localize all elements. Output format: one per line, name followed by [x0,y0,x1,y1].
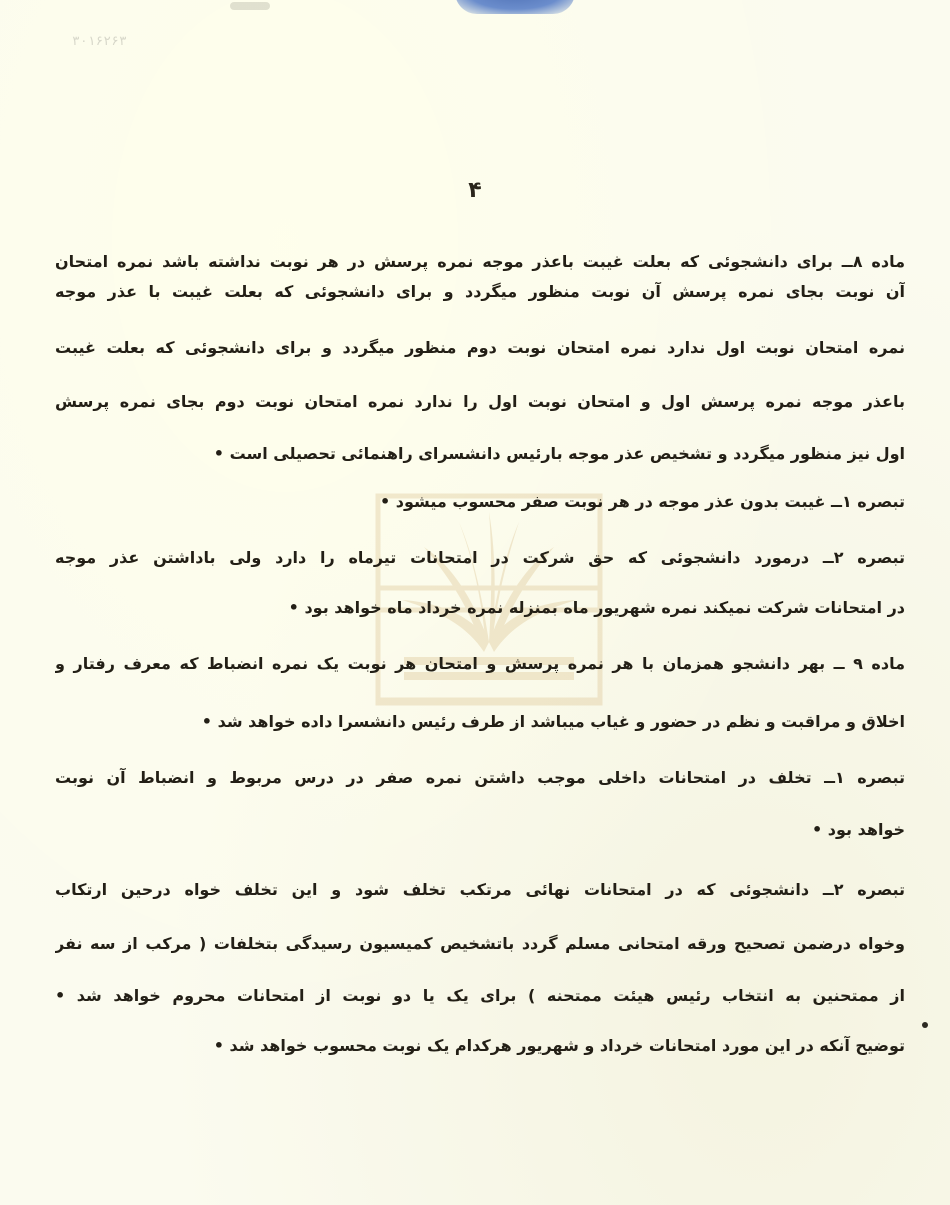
article-8-line-3: نمره امتحان نوبت اول ندارد نمره امتحان نوبت دوم منظور میگردد و برای دانشجوئی که بعلت غیبت [55,338,905,357]
note-2b-line-2: وخواه درضمن تصحیح ورقه امتحانی مسلم گردد باتشخیص کمیسیون رسیدگی بتخلفات ( مرکب از سه نفر [55,934,905,953]
edge-ink-dot [922,1022,928,1028]
page-number: ۴ [468,178,482,203]
article-8-line-2: آن نوبت بجای نمره پرسش آن نوبت منظور میگردد و برای دانشجوئی که بعلت غیبت با عذر موجه [55,282,905,301]
note-2-line-1: تبصره ۲ــ درمورد دانشجوئی که حق شرکت در امتحانات تیرماه را دارد ولی باداشتن عذر موجه [55,548,905,567]
article-9-line-1: ماده ۹ ــ بهر دانشجو همزمان با هر نمره پرسش و امتحان هر نوبت یک نمره انضباط که معرف رفتار و [55,654,905,673]
note-2b-line-1: تبصره ۲ــ دانشجوئی که در امتحانات نهائی مرتکب تخلف شود و این تخلف خواه درحین ارتکاب [55,880,905,899]
ink-smudge-mark [230,2,270,10]
article-8-line-1: ماده ۸ــ برای دانشجوئی که بعلت غیبت باعذر موجه نمره پرسش در هر نوبت نداشته باشد نمره امتحان [55,252,905,271]
archive-number: ۳۰۱۶۲۶۳ [72,34,127,49]
note-2-line-2: در امتحانات شرکت نمیکند نمره شهریور ماه بمنزله نمره خرداد ماه خواهد بود • [288,598,905,617]
article-8-line-4: باعذر موجه نمره پرسش اول و امتحان نوبت اول را ندارد نمره امتحان نوبت دوم بجای نمره پرسش [55,392,905,411]
note-1-line: تبصره ۱ــ غیبت بدون عذر موجه در هر نوبت صفر محسوب میشود • [380,492,905,511]
note-1b-line-1: تبصره ۱ــ تخلف در امتحانات داخلی موجب داشتن نمره صفر در درس مربوط و انضباط آن نوبت [55,768,905,787]
article-9-line-2: اخلاق و مراقبت و نظم در حضور و غیاب میباشد از طرف رئیس دانشسرا داده خواهد شد • [201,712,905,731]
note-1b-line-2: خواهد بود • [812,820,905,839]
explanation-line: توضیح آنکه در این مورد امتحانات خرداد و شهریور هرکدام یک نوبت محسوب خواهد شد • [213,1036,905,1055]
note-2b-line-3: از ممتحنین به انتخاب رئیس هیئت ممتحنه ) برای یک یا دو نوبت از امتحانات محروم خواهد شد • [55,986,905,1005]
article-8-line-5: اول نیز منظور میگردد و تشخیص عذر موجه بارئیس دانشسرای راهنمائی تحصیلی است • [213,444,905,463]
ink-blot-mark [455,0,575,14]
